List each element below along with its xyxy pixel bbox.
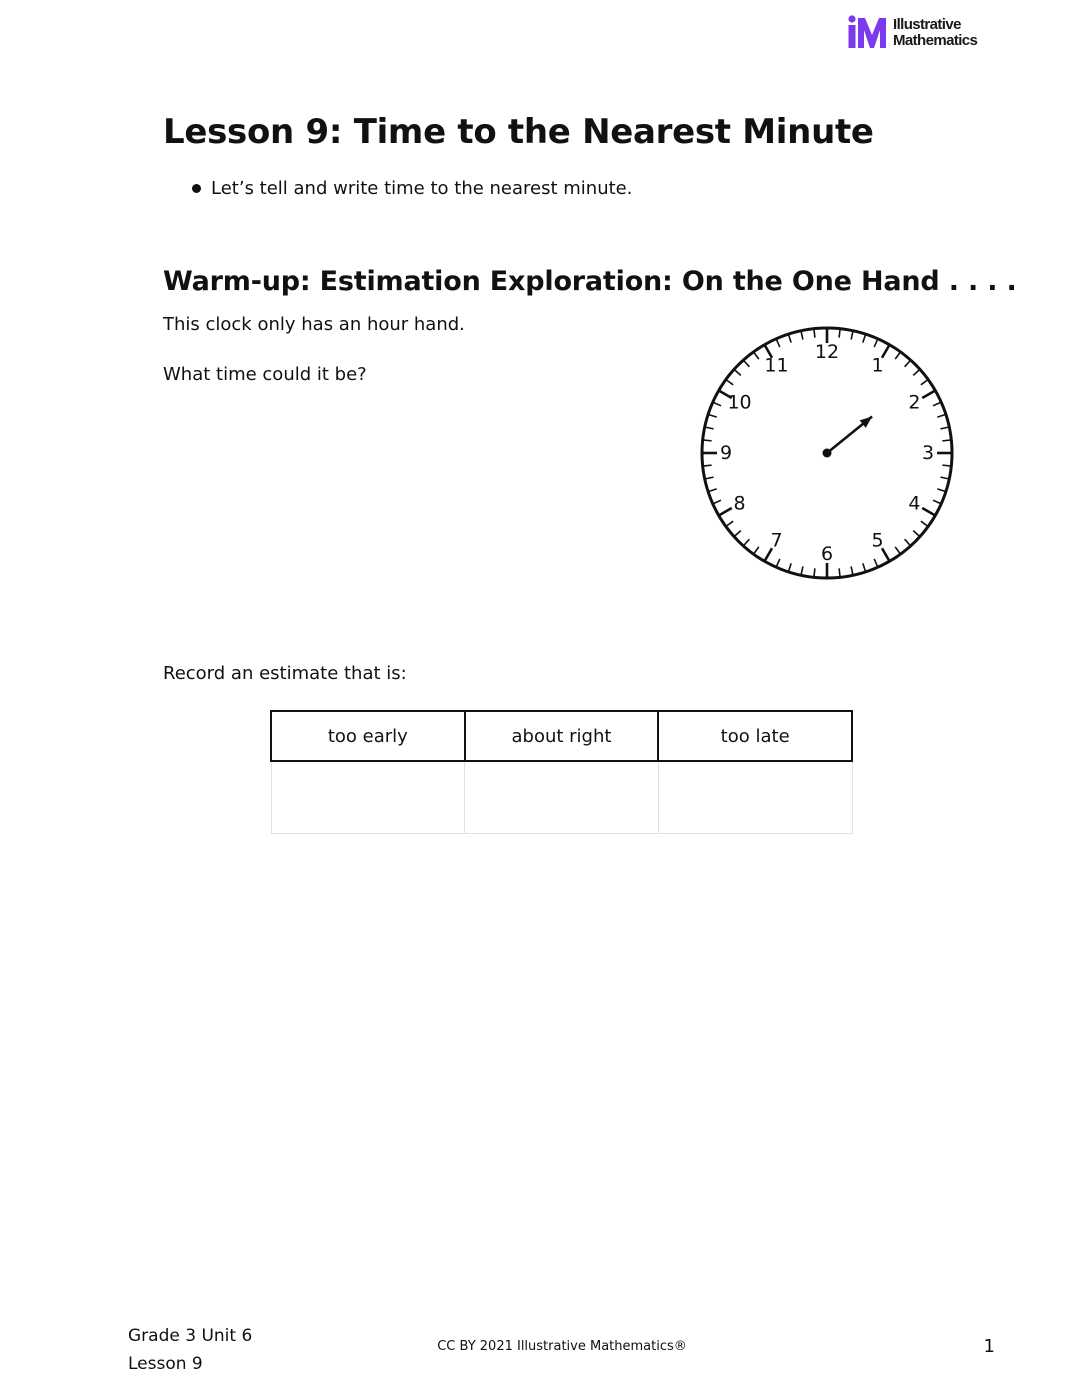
minute-tick bbox=[708, 414, 717, 417]
minute-tick bbox=[874, 339, 878, 347]
minute-tick bbox=[726, 521, 733, 526]
minute-tick bbox=[905, 539, 911, 546]
lesson-goal-item: Let’s tell and write time to the nearest minute. bbox=[190, 176, 632, 202]
analog-clock bbox=[692, 318, 962, 588]
clock-number: 8 bbox=[733, 492, 746, 515]
minute-tick bbox=[874, 559, 878, 567]
clock-number: 5 bbox=[871, 529, 884, 552]
minute-tick bbox=[801, 331, 803, 340]
minute-tick bbox=[801, 566, 803, 575]
minute-tick bbox=[921, 380, 928, 385]
minute-tick bbox=[863, 334, 866, 343]
estimate-answer-row bbox=[271, 761, 852, 834]
minute-tick bbox=[814, 329, 815, 338]
answer-cell-about-right[interactable] bbox=[465, 761, 659, 834]
minute-tick bbox=[726, 380, 733, 385]
clock-number: 12 bbox=[814, 341, 840, 363]
minute-tick bbox=[895, 352, 900, 359]
clock-number: 9 bbox=[719, 442, 733, 464]
estimate-table-header-row bbox=[271, 711, 852, 761]
minute-tick bbox=[933, 500, 941, 504]
lesson-goals-list bbox=[190, 176, 632, 202]
clock-number: 11 bbox=[764, 354, 789, 377]
minute-tick bbox=[713, 402, 721, 406]
hour-tick bbox=[922, 508, 935, 516]
answer-cell-too-early[interactable] bbox=[271, 761, 465, 834]
page-number: 1 bbox=[983, 1336, 995, 1357]
minute-tick bbox=[708, 489, 717, 492]
header-too-early: too early bbox=[271, 711, 465, 761]
minute-tick bbox=[754, 352, 759, 359]
header-about-right: about right bbox=[465, 711, 659, 761]
minute-tick bbox=[788, 563, 791, 572]
minute-tick bbox=[839, 329, 840, 338]
minute-tick bbox=[913, 531, 920, 537]
illustrative-mathematics-logo bbox=[847, 15, 997, 51]
warmup-intro-text: This clock only has an hour hand. bbox=[163, 314, 465, 335]
minute-tick bbox=[851, 331, 853, 340]
minute-tick bbox=[713, 500, 721, 504]
clock-number: 6 bbox=[820, 543, 834, 565]
clock-number: 7 bbox=[770, 529, 783, 552]
im-logo-mark-icon bbox=[847, 15, 889, 51]
minute-tick bbox=[863, 563, 866, 572]
header-too-late: too late bbox=[658, 711, 852, 761]
warmup-question-text: What time could it be? bbox=[163, 364, 367, 385]
clock-center-dot bbox=[823, 449, 832, 458]
footer-grade-unit: Grade 3 Unit 6 bbox=[128, 1326, 253, 1346]
footer-lesson: Lesson 9 bbox=[128, 1354, 203, 1374]
minute-tick bbox=[703, 465, 712, 466]
minute-tick bbox=[942, 465, 951, 466]
minute-tick bbox=[703, 440, 712, 441]
minute-tick bbox=[754, 547, 759, 554]
minute-tick bbox=[937, 489, 946, 492]
minute-tick bbox=[743, 360, 749, 367]
minute-tick bbox=[776, 339, 780, 347]
hour-tick bbox=[922, 391, 935, 399]
minute-tick bbox=[851, 566, 853, 575]
record-prompt-text: Record an estimate that is: bbox=[163, 663, 407, 684]
minute-tick bbox=[940, 477, 949, 479]
minute-tick bbox=[895, 547, 900, 554]
clock-number: 2 bbox=[908, 391, 921, 414]
hour-tick bbox=[719, 508, 732, 516]
clock-number: 10 bbox=[727, 391, 752, 414]
minute-tick bbox=[937, 414, 946, 417]
warmup-title: Warm-up: Estimation Exploration: On the One Hand . . . . bbox=[163, 266, 1017, 297]
minute-tick bbox=[921, 521, 928, 526]
minute-tick bbox=[788, 334, 791, 343]
brand-name-line1: Illustrative bbox=[893, 16, 961, 33]
minute-tick bbox=[940, 427, 949, 429]
minute-tick bbox=[839, 568, 840, 577]
clock-number: 4 bbox=[908, 492, 921, 515]
minute-tick bbox=[705, 427, 714, 429]
minute-tick bbox=[743, 539, 749, 546]
minute-tick bbox=[734, 369, 741, 375]
answer-cell-too-late[interactable] bbox=[658, 761, 852, 834]
minute-tick bbox=[814, 568, 815, 577]
brand-name-line2: Mathematics bbox=[893, 32, 978, 49]
clock-number: 1 bbox=[871, 354, 884, 377]
clock-number: 3 bbox=[921, 442, 935, 464]
minute-tick bbox=[942, 440, 951, 441]
footer-copyright: CC BY 2021 Illustrative Mathematics® bbox=[437, 1339, 687, 1354]
minute-tick bbox=[776, 559, 780, 567]
minute-tick bbox=[734, 531, 741, 537]
minute-tick bbox=[913, 369, 920, 375]
minute-tick bbox=[705, 477, 714, 479]
estimate-table bbox=[270, 710, 853, 834]
minute-tick bbox=[933, 402, 941, 406]
clock-face-graphic bbox=[692, 318, 962, 588]
lesson-title: Lesson 9: Time to the Nearest Minute bbox=[163, 112, 874, 152]
minute-tick bbox=[905, 360, 911, 367]
